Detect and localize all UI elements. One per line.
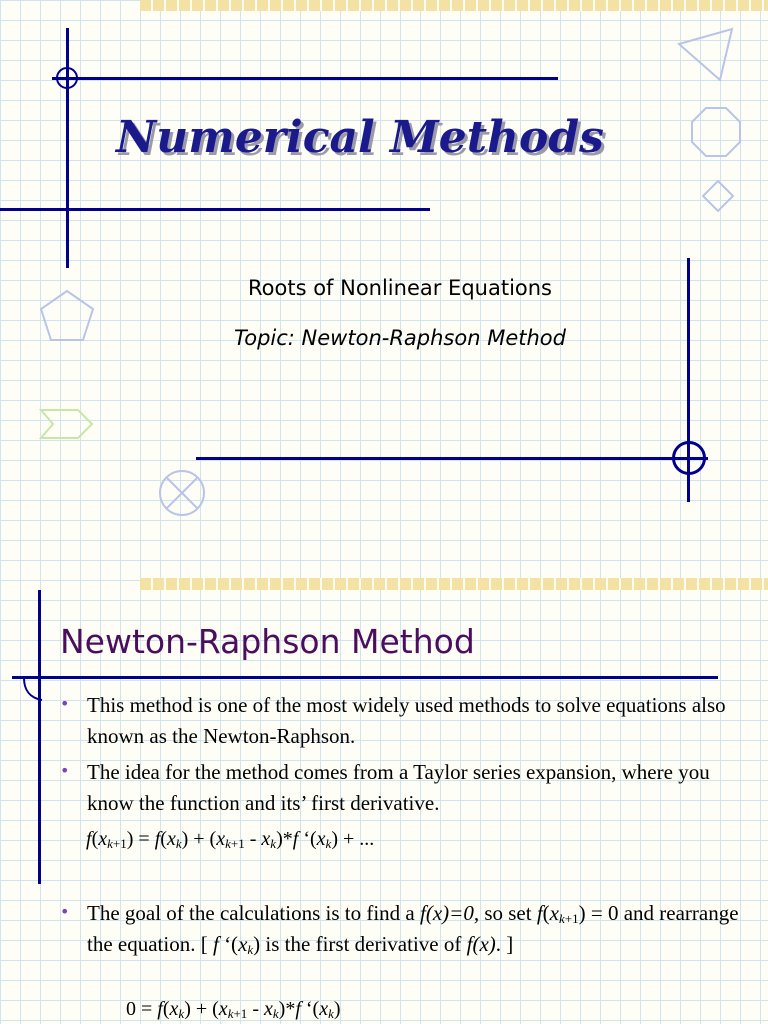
horizontal-rule — [52, 77, 558, 80]
circle-cross-icon — [156, 468, 208, 518]
chevron-arrow-icon — [38, 407, 96, 441]
content-slide — [0, 578, 768, 1024]
taylor-equation: $f(x_{k+1}) = f(x_k) + (x_{k+1} - x_k)*f$ ‘$(x_k)$ + ... — [86, 828, 375, 851]
crosshair-circle-icon — [672, 441, 706, 475]
horizontal-rule — [12, 676, 718, 679]
bullet-text: The goal of the calculations is to find a f(x)=0, so set $f(x_{k+1}) = 0$ and rearrange the equation. [ f ‘$(x_k)$ is the first derivative of f(x). ] — [87, 901, 739, 957]
list-item — [60, 690, 750, 752]
slide-subtitle: Roots of Nonlinear Equations — [248, 276, 552, 300]
diamond-icon — [700, 178, 736, 214]
slide-heading: Newton-Raphson Method — [60, 622, 475, 661]
horizontal-rule — [0, 208, 430, 211]
bullet-icon: • — [60, 694, 70, 713]
corner-arc-icon — [20, 676, 44, 704]
newton-equation: $0 = f(x_k) + (x_{k+1} - x_k)*f$ ‘$(x_k)$ — [126, 998, 341, 1021]
bullet-icon: • — [60, 761, 70, 780]
horizontal-rule — [196, 457, 708, 460]
bullet-text: This method is one of the most widely used methods to solve equations also known as the Newton-Raphson. — [87, 693, 726, 748]
bullet-text: The idea for the method comes from a Taylor series expansion, where you know the function and its’ first derivative. — [87, 760, 710, 815]
top-stripe — [140, 578, 768, 590]
list-item — [60, 898, 750, 960]
crosshair-circle-icon — [56, 67, 78, 89]
top-stripe — [140, 0, 768, 11]
slide-topic: Topic: Newton-Raphson Method — [234, 326, 566, 350]
bullet-icon: • — [60, 902, 70, 921]
triangle-icon — [676, 26, 736, 84]
vertical-rule — [38, 590, 41, 884]
list-item — [60, 757, 750, 819]
slide-title: Numerical Methods — [116, 112, 604, 163]
